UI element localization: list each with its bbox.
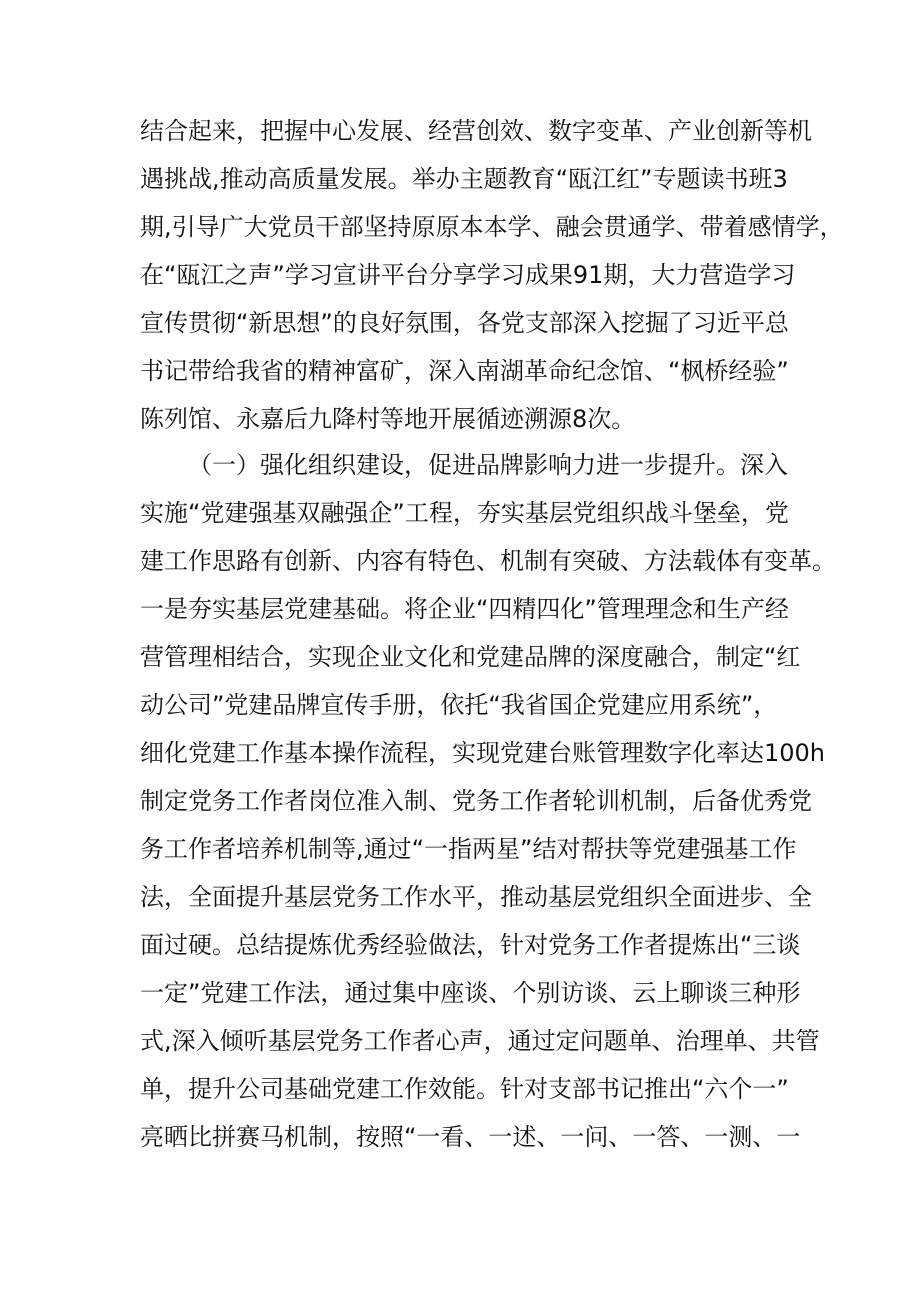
text-line: 建工作思路有创新、内容有特色、机制有突破、方法载体有变革。: [140, 547, 836, 575]
text-line: 面过硬。总结提炼优秀经验做法，针对党务工作者提炼出“三谈: [140, 931, 801, 959]
text-line: 书记带给我省的精神富矿，深入南湖革命纪念馆、“枫桥经验”: [140, 357, 789, 385]
text-line: 式,深入倾听基层党务工作者心声，通过定问题单、治理单、共管: [140, 1027, 820, 1055]
text-line: 遇挑战,推动高质量发展。举办主题教育“瓯江红”专题读书班3: [140, 165, 788, 193]
text-line: 宣传贯彻“新思想”的良好氛围，各党支部深入挖掘了习近平总: [140, 309, 789, 337]
text-line: 法，全面提升基层党务工作水平，推动基层党组织全面进步、全: [140, 883, 812, 911]
text-line: 制定党务工作者岗位准入制、党务工作者轮训机制，后备优秀党: [140, 787, 812, 815]
text-line: 期,引导广大党员干部坚持原原本本学、融会贯通学、带着感情学，: [140, 213, 844, 241]
text-line: 营管理相结合，实现企业文化和党建品牌的深度融合，制定“红: [140, 643, 801, 671]
text-line: 细化党建工作基本操作流程，实现党建台账管理数字化率达100h: [140, 739, 826, 767]
text-line: 亮晒比拼赛马机制，按照“一看、一述、一问、一答、一测、一: [140, 1123, 801, 1151]
text-line: 动公司”党建品牌宣传手册，依托“我省国企党建应用系统”，: [140, 691, 778, 719]
text-line: 一定”党建工作法，通过集中座谈、个别访谈、云上聊谈三种形: [140, 979, 801, 1007]
text-line: 一是夯实基层党建基础。将企业“四精四化”管理理念和生产经: [140, 595, 789, 623]
text-line: 陈列馆、永嘉后九降村等地开展循迹溯源8次。: [140, 405, 636, 433]
text-line: 结合起来，把握中心发展、经营创效、数字变革、产业创新等机: [140, 117, 812, 145]
text-line: 单，提升公司基础党建工作效能。针对支部书记推出“六个一”: [140, 1075, 789, 1103]
text-line: 实施“党建强基双融强企”工程，夯实基层党组织战斗堡垒，党: [140, 499, 789, 527]
section-heading-line: （一）强化组织建设，促进品牌影响力进一步提升。深入: [188, 451, 788, 479]
text-line: 在“瓯江之声”学习宣讲平台分享学习成果91期，大力营造学习: [140, 261, 796, 289]
text-line: 务工作者培养机制等,通过“一指两星”结对帮扶等党建强基工作: [140, 835, 797, 863]
